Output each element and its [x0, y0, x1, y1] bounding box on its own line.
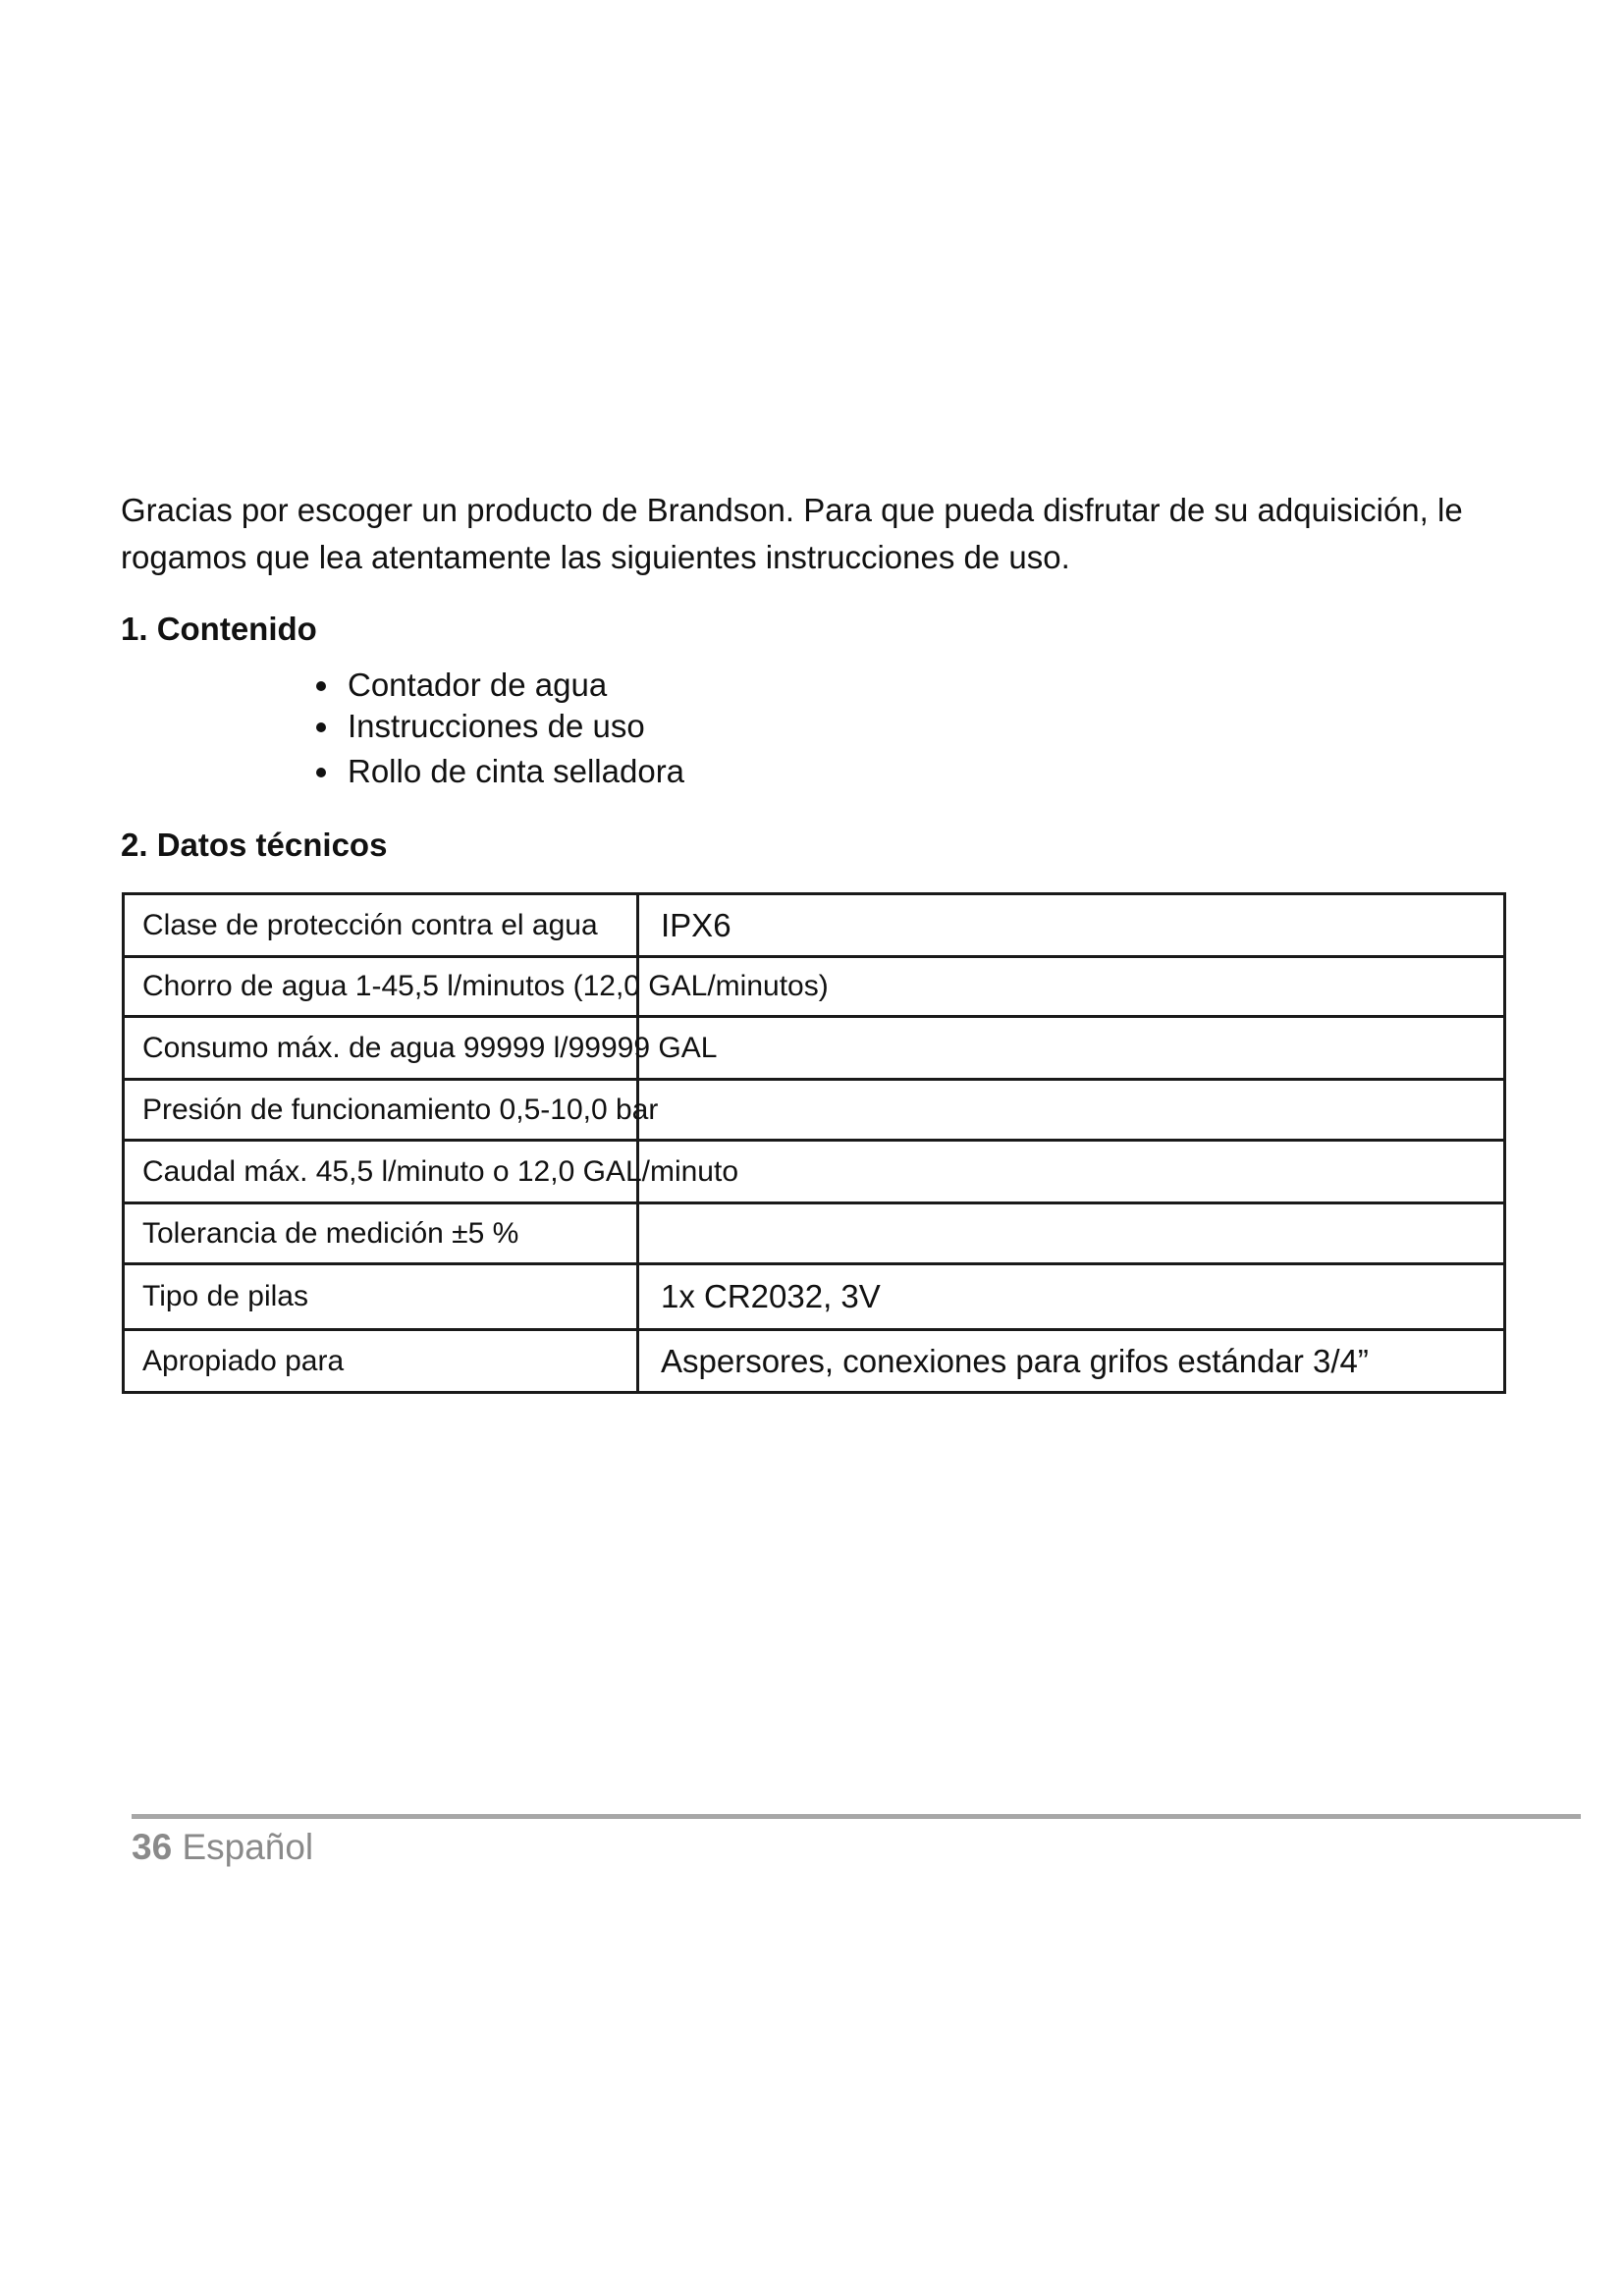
table-cell-merged-text: Presión de funcionamiento 0,5-10,0 bar — [124, 1080, 638, 1141]
intro-paragraph: Gracias por escoger un producto de Brandson. Para que pueda disfrutar de su adquisición, le rogamos que lea atentamente las siguientes instrucciones de uso. — [121, 492, 1463, 575]
bullet-icon — [316, 722, 326, 732]
section-heading-technical-data: 2. Datos técnicos — [121, 827, 388, 863]
list-item — [304, 706, 684, 747]
bullet-icon — [316, 768, 326, 777]
table-cell-value: Aspersores, conexiones para grifos estándar 3/4” — [638, 1330, 1505, 1393]
table-row — [124, 1330, 1505, 1393]
table-row — [124, 1203, 1505, 1264]
list-item — [304, 751, 684, 792]
bullet-icon — [316, 681, 326, 691]
table-cell-label: Tolerancia de medición ±5 % — [124, 1203, 638, 1264]
table-cell-value: 1x CR2032, 3V — [638, 1264, 1505, 1330]
table-cell-value — [638, 1017, 1505, 1080]
table-row — [124, 1264, 1505, 1330]
page-footer — [132, 1826, 313, 1869]
table-row — [124, 957, 1505, 1017]
table-cell-value — [638, 1203, 1505, 1264]
list-item — [304, 665, 684, 706]
table-row — [124, 1017, 1505, 1080]
section-heading-contents: 1. Contenido — [121, 611, 317, 647]
footer-divider — [132, 1814, 1581, 1819]
list-item-text: Instrucciones de uso — [348, 708, 645, 744]
table-cell-label: Apropiado para — [124, 1330, 638, 1393]
list-item-text: Contador de agua — [348, 667, 608, 703]
table-cell-label: Clase de protección contra el agua — [124, 894, 638, 957]
table-cell-merged-text: Caudal máx. 45,5 l/minuto o 12,0 GAL/minuto — [124, 1141, 638, 1203]
table-cell-label: Tipo de pilas — [124, 1264, 638, 1330]
contents-list — [304, 665, 684, 792]
technical-data-table — [122, 892, 1506, 1394]
table-cell-value — [638, 1080, 1505, 1141]
table-cell-merged-text: Chorro de agua 1-45,5 l/minutos (12,0 GAL/minutos) — [124, 957, 638, 1017]
table-cell-value — [638, 1141, 1505, 1203]
table-row — [124, 1141, 1505, 1203]
page-number: 36 — [132, 1827, 173, 1867]
footer-language: Español — [182, 1827, 314, 1867]
table-row — [124, 894, 1505, 957]
list-item-text: Rollo de cinta selladora — [348, 753, 685, 789]
table-cell-merged-text: Consumo máx. de agua 99999 l/99999 GAL — [124, 1017, 638, 1080]
table-row — [124, 1080, 1505, 1141]
table-cell-value: IPX6 — [638, 894, 1505, 957]
